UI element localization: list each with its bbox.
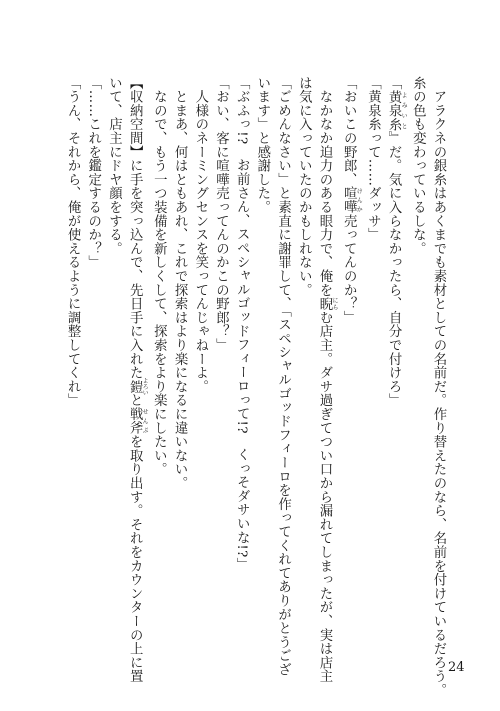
text-line: 【収納空間】に手を突っ込んで、先日手に入れた鎧 よろいと戦斧 せんぷを取り出す。それをカウンターの上に置 xyxy=(127,76,149,684)
text-line: 「ぶふっ!? お前さん、スペシャルゴッドフィーロって!? くっそダサいな!?」 xyxy=(234,76,250,572)
text-line: 「黄泉糸 よみいと』だ。気に入らなかったら、自分で付けろ」 xyxy=(386,76,408,408)
ruby-reading: よみいと xyxy=(400,89,408,132)
text-line: なので、もう一つ装備を新しくして、探索をより楽にしたい。 xyxy=(151,76,167,477)
text-line: いて、店主にドヤ顔をする。 xyxy=(106,76,122,256)
text-line: 人様のネーミングセンスを笑ってんじゃねーよ。 xyxy=(192,76,208,394)
text-line: 「……これを鑑定するのか？」 xyxy=(85,76,101,270)
ruby-word: 鎧 よろい xyxy=(127,377,149,396)
text-line: アラクネの銀糸はあくまでも素材としての名前だ。作り替えたのなら、名前を付けているだろう。 xyxy=(431,76,446,697)
ruby-word: 戦斧 せんぷ xyxy=(127,407,149,435)
ruby-word: 喧嘩 けんか xyxy=(341,186,363,215)
text-line: 「黄泉糸って……ダッサ」 xyxy=(365,76,381,242)
ruby-word: 睨 にら xyxy=(316,296,338,311)
ruby-reading: よろい xyxy=(141,377,149,396)
ruby-word: 黄泉糸 よみいと xyxy=(386,89,408,132)
text-line: 糸の色も変わっているしな。 xyxy=(410,76,426,256)
text-line: 「おい、客に喧嘩売ってんのかこの野郎？」 xyxy=(213,76,229,352)
ruby-reading: けんか xyxy=(355,186,363,214)
text-line: います」と感謝した。 xyxy=(254,76,270,214)
page-number: 24 xyxy=(448,660,465,675)
ruby-reading: にら xyxy=(330,296,338,311)
text-line: なかなか迫力のある眼力で、俺を睨 にらむ店主。ダサ過ぎてつい口から漏れてしまったが、実は店主 xyxy=(316,76,338,684)
vertical-text-block xyxy=(61,76,448,697)
text-line: とまあ、何はともあれ、これで探索はより楽になるに違いない。 xyxy=(172,76,188,490)
text-line: 「うん、それから、俺が使えるように調整してくれ」 xyxy=(65,76,81,408)
text-line: 「おいこの野郎、喧嘩 けんか売ってんのか？」 xyxy=(341,76,363,325)
ruby-reading: せんぷ xyxy=(141,407,149,435)
text-line: は気に入っていたのかもしれない。 xyxy=(296,76,312,297)
text-line: 「ごめんなさい」と素直に謝罪して、「スペシャルゴッドフィーロを作ってくれてありがとうござ xyxy=(275,76,291,677)
